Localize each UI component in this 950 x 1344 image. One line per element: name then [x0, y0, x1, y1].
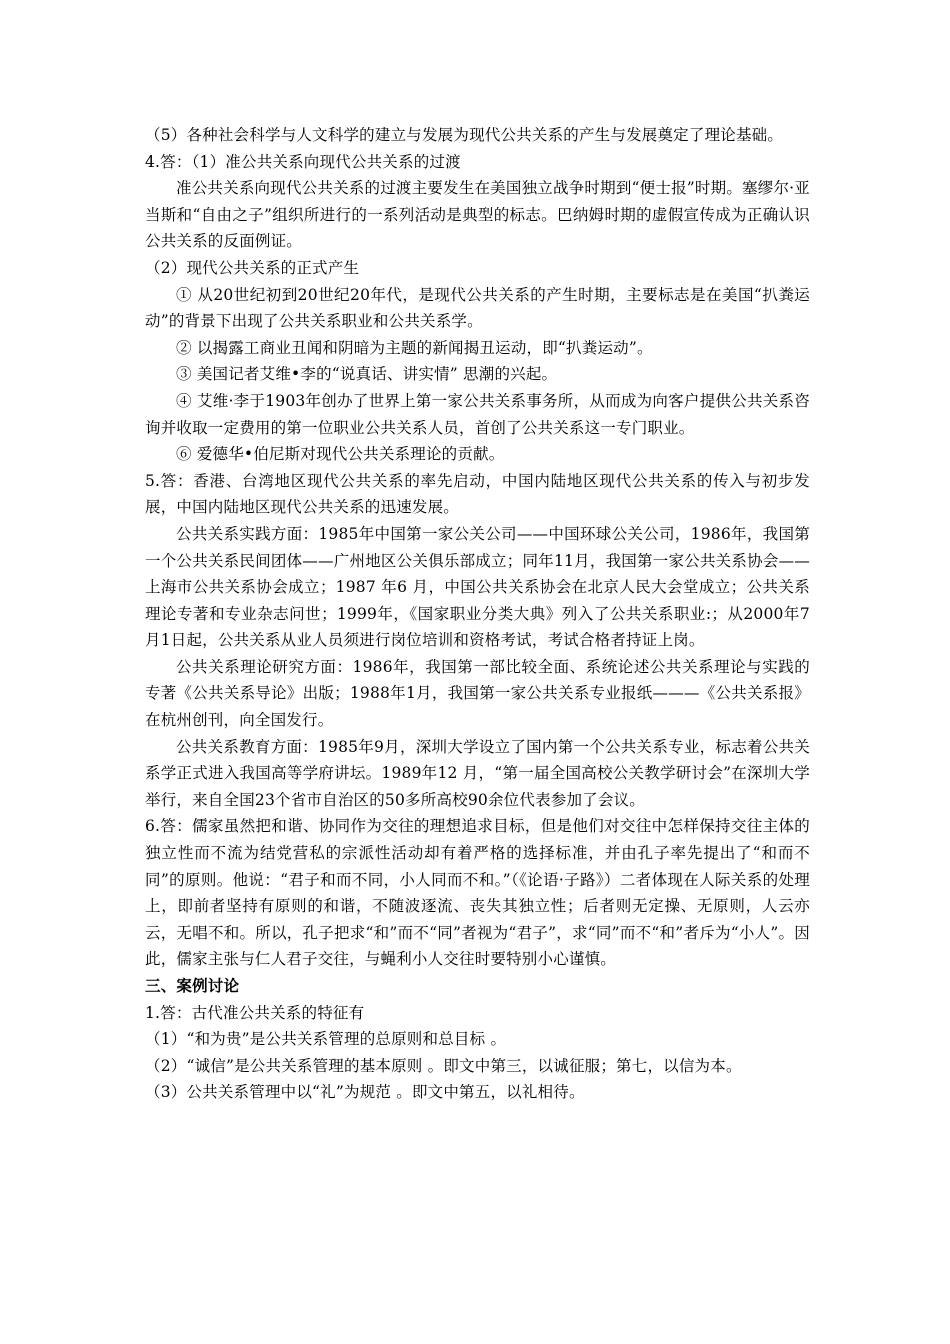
- list-item-3: ③ 美国记者艾维•李的“说真话、讲实情” 思潮的兴起。: [176, 365, 558, 384]
- section-heading-case-discussion: 三、案例讨论: [145, 976, 240, 995]
- case-answer-1-heading: 1.答：古代准公共关系的特征有: [145, 1003, 365, 1022]
- paragraph-education: 公共关系教育方面：1985年9月，深圳大学设立了国内第一个公共关系专业，标志着公共关系学正式进入我国高等学府讲坛。1989年12 月，“第一届全国高校公关教学研讨会”在深圳大学举行，来自全国23个省市自治区的50多所高校90余位代表参加了会议。: [145, 737, 810, 809]
- paragraph-transition: 准公共关系向现代公共关系的过渡主要发生在美国独立战争时期到“便士报”时期。塞缪尔·亚当斯和“自由之子”组织所进行的一系列活动是典型的标志。巴纳姆时期的虚假宣传成为正确认识公共关系的反面例证。: [145, 179, 810, 251]
- case-item-2: （2）“诚信”是公共关系管理的基本原则 。即文中第三，以诚征服；第七，以信为本。: [145, 1056, 742, 1075]
- list-item-1: ① 从20世纪初到20世纪20年代，是现代公共关系的产生时期，主要标志是在美国“扒粪运动”的背景下出现了公共关系职业和公共关系学。: [145, 285, 810, 331]
- case-item-3: （3）公共关系管理中以“礼”为规范 。即文中第五，以礼相待。: [145, 1083, 585, 1102]
- list-item-6: ⑥ 爱德华•伯尼斯对现代公共关系理论的贡献。: [176, 445, 505, 464]
- case-item-1: （1）“和为贵”是公共关系管理的总原则和总目标 。: [145, 1030, 507, 1049]
- paragraph-theory-research: 公共关系理论研究方面：1986年，我国第一部比较全面、系统论述公共关系理论与实践的专著《公共关系导论》出版；1988年1月，我国第一家公共关系专业报纸———《公共关系报》在杭州创刊，向全国发行。: [145, 657, 810, 730]
- list-item-4: ④ 艾维·李于1903年创办了世界上第一家公共关系事务所，从而成为向客户提供公共关系咨询并收取一定费用的第一位职业公共关系人员，首创了公共关系这一专门职业。: [145, 391, 810, 437]
- list-item-2: ② 以揭露工商业丑闻和阴暗为主题的新闻揭丑运动，即“扒粪运动”。: [176, 338, 653, 357]
- subheading-formal-emergence: （2）现代公共关系的正式产生: [145, 258, 360, 277]
- paragraph-practice: 公共关系实践方面：1985年中国第一家公关公司——中国环球公关公司，1986年，我国第一个公共关系民间团体——广州地区公关俱乐部成立；同年11月，我国第一家公共关系协会——上海市公共关系协会成立；1987 年6 月，中国公共关系协会在北京人民大会堂成立；公共关系理论专著和专业杂志问世；1999年，《国家职业分类大典》列入了公共关系职业:；从2000年7月1日起，公共关系从业人员须进行岗位培训和资格考试，考试合格者持证上岗。: [145, 524, 810, 650]
- answer-5: 5.答：香港、台湾地区现代公共关系的率先启动，中国内陆地区现代公共关系的传入与初步发展，中国内陆地区现代公共关系的迅速发展。: [145, 471, 810, 517]
- document-body: [145, 122, 810, 1106]
- paragraph-5-theory-basis: （5）各种社会科学与人文科学的建立与发展为现代公共关系的产生与发展奠定了理论基础。: [145, 126, 784, 144]
- answer-6: 6.答：儒家虽然把和谐、协同作为交往的理想追求目标，但是他们对交往中怎样保持交往主体的独立性而不流为结党营私的宗派性活动却有着严格的选择标准，并由孔子率先提出了“和而不同”的原则。他说：“君子和而不同，小人同而不和。”（《论语·子路》）二者体现在人际关系的处理上，即前者坚持有原则的和谐，不随波逐流、丧失其独立性；后者则无定操、无原则，人云亦云，无唱不和。所以，孔子把求“和”而不“同”者视为“君子”，求“同”而不“和”者斥为“小人”。因此，儒家主张与仁人君子交往，与蝇利小人交往时要特别小心谨慎。: [145, 817, 810, 969]
- answer-4-heading: 4.答：（1）准公共关系向现代公共关系的过渡: [145, 152, 461, 171]
